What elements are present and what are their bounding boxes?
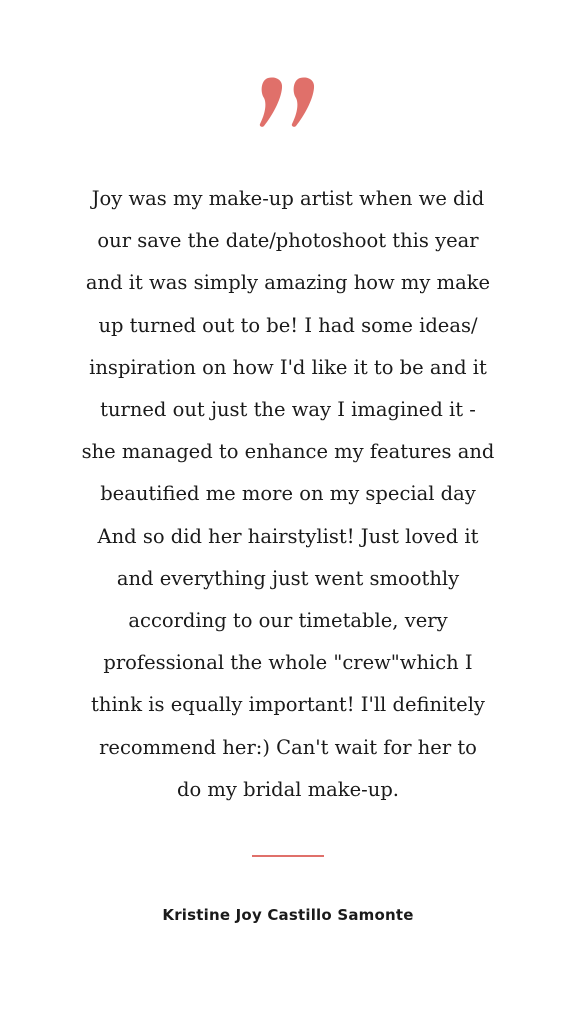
- author-name: Kristine Joy Castillo Samonte: [162, 906, 414, 924]
- closing-quote-icon: [0, 72, 576, 132]
- divider-line: [252, 855, 324, 857]
- testimonial-text: Joy was my make-up artist when we did our save the date/photoshoot this year and it was simply amazing how my make up turned out to be! I had some ideas/ inspiration on how I'd like it to be and it turned out just the way I imagined it - she managed to enhance my features and beautified me more on my special day And so did her hairstylist! Just loved it and everything just went smoothly according to our timetable, very professional the whole "crew"which I think is equally important! I'll definitely recommend her:) Can't wait for her to do my bridal make-up.: [81, 187, 495, 801]
